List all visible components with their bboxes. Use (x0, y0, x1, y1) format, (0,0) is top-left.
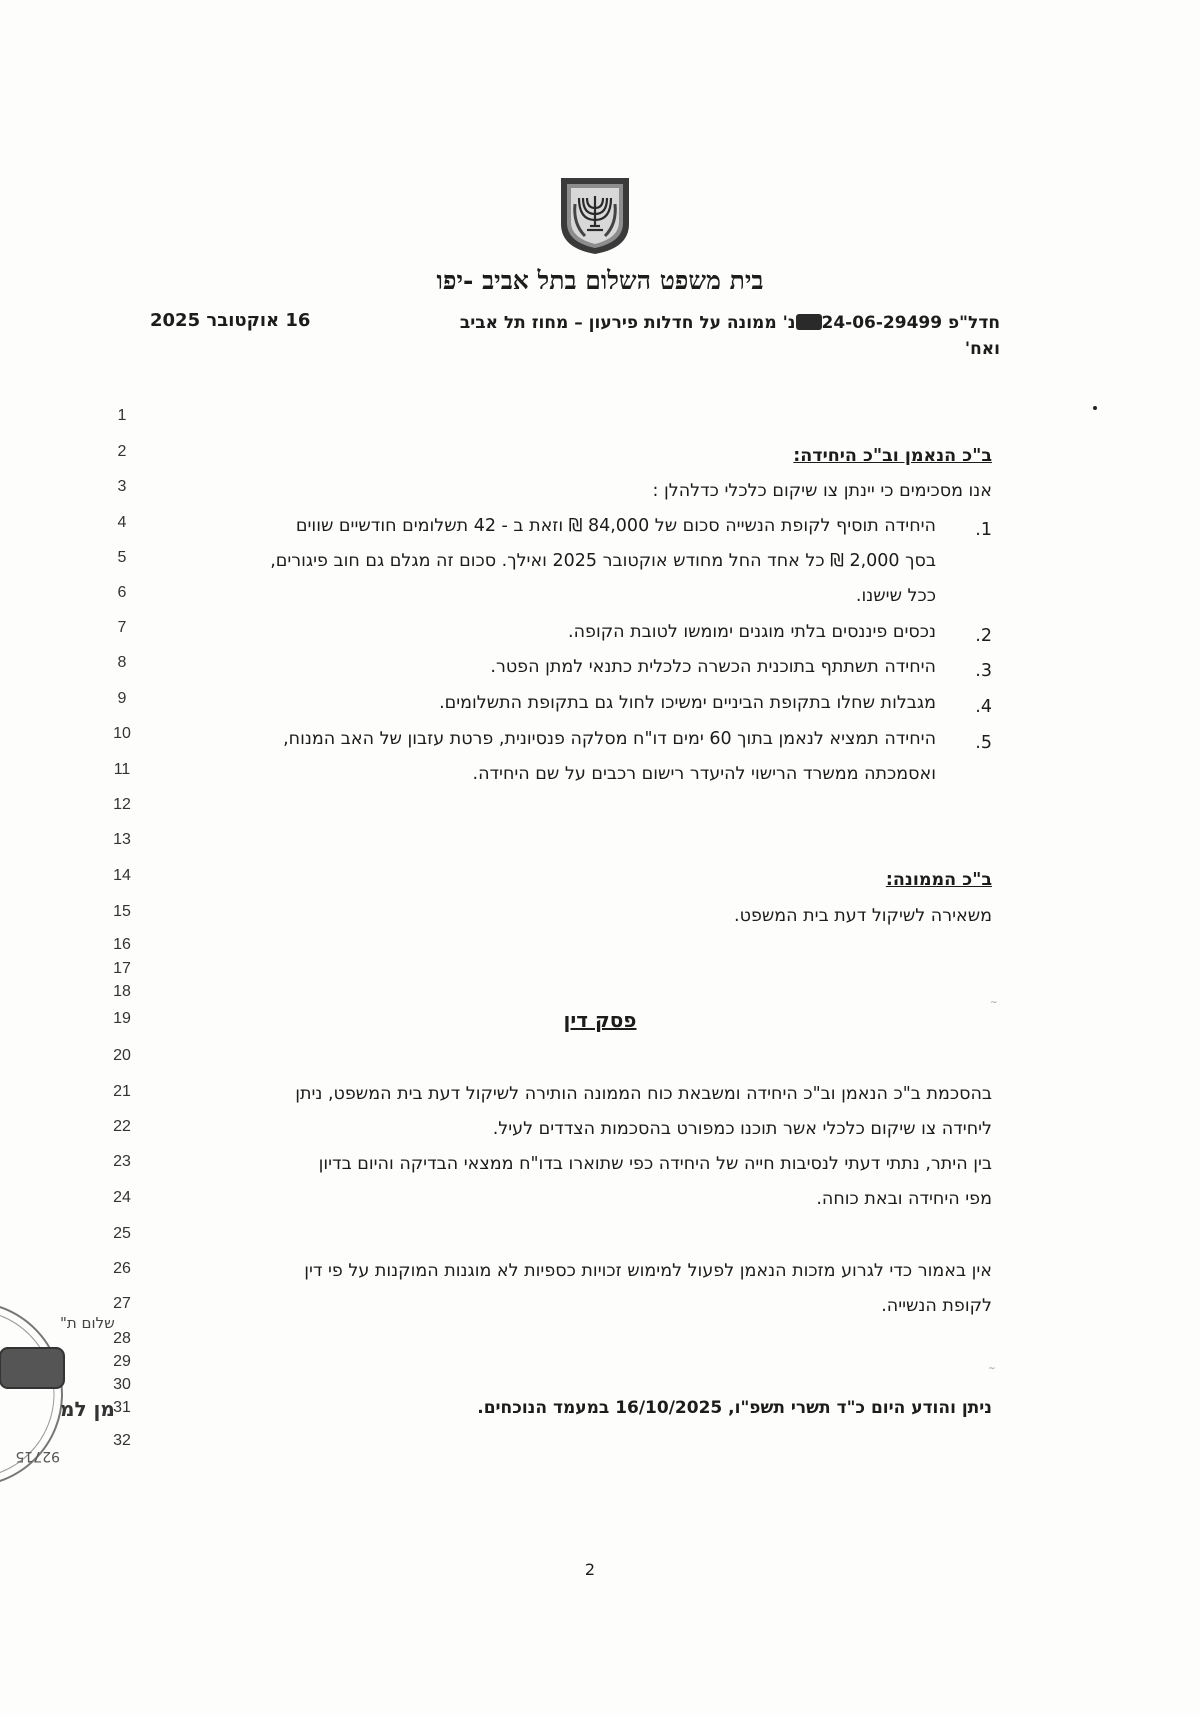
verdict-line: אין באמור כדי לגרוע מזכות הנאמן לפעול למימוש זכויות כספיות לא מוגנות המוקנות על פי דין (304, 1261, 992, 1281)
stamp-number: 92715 (15, 1448, 60, 1464)
line-number: 23 (113, 1153, 131, 1170)
redaction-mark (796, 314, 822, 330)
line-number: 16 (113, 936, 131, 953)
line-number: 2 (117, 443, 127, 460)
list-item-line: בסך 2,000 ₪ כל אחד החל מחודש אוקטובר 2025 ואילך. סכום זה מגלם גם חוב פיגורים, (270, 551, 936, 571)
line-number: 4 (117, 514, 127, 531)
line-number: 17 (113, 960, 131, 977)
list-item-number: .1 (975, 520, 992, 540)
line-number: 5 (117, 549, 127, 566)
verdict-line: בין היתר, נתתי דעתי לנסיבות חייה של היחידה כפי שתוארו בדו"ח ממצאי הבדיקה והיום בדיון (318, 1154, 992, 1174)
court-title: בית משפט השלום בתל אביב -יפו (436, 266, 764, 295)
line-number: 7 (117, 619, 127, 636)
stamp-text: מן למ (60, 1397, 115, 1421)
line-number: 14 (113, 867, 131, 884)
page-number: 2 (584, 1560, 596, 1579)
list-item-number: .3 (975, 661, 992, 681)
verdict-line: ליחידה צו שיקום כלכלי אשר תוכנו כמפורט בהסכמות הצדדים לעיל. (492, 1119, 992, 1139)
case-number: חדל"פ 24-06-29499 (821, 313, 1000, 333)
state-emblem-icon (557, 174, 633, 256)
official-statement: משאירה לשיקול דעת בית המשפט. (734, 906, 992, 926)
court-stamp (0, 1294, 115, 1494)
line-number: 10 (113, 725, 131, 742)
line-number: 11 (113, 761, 131, 778)
verdict-line: לקופת הנשייה. (881, 1296, 992, 1316)
case-header (420, 310, 1000, 362)
section-intro: אנו מסכימים כי יינתן צו שיקום כלכלי כדלהלן : (652, 481, 992, 501)
list-item-line: היחידה תשתתף בתוכנית הכשרה כלכלית כתנאי למתן הפטר. (490, 657, 936, 677)
scan-mark: ~ (988, 1364, 996, 1374)
line-number: 28 (113, 1330, 131, 1347)
line-number: 25 (113, 1225, 131, 1242)
case-parties: נ' ממונה על חדלות פירעון – מחוז תל אביב ואח' (459, 313, 1000, 359)
verdict-line: מפי היחידה ובאת כוחה. (816, 1189, 992, 1209)
list-item-line: ואסמכתה ממשרד הרישוי להיעדר רישום רכבים על שם היחידה. (472, 764, 936, 784)
line-number: 3 (117, 478, 127, 495)
line-number: 18 (113, 983, 131, 1000)
line-number: 27 (113, 1295, 131, 1312)
line-number: 30 (113, 1376, 131, 1393)
hearing-date: 16 אוקטובר 2025 (150, 310, 311, 331)
closing-statement: ניתן והודע היום כ"ד תשרי תשפ"ו, 16/10/2025 במעמד הנוכחים. (477, 1398, 992, 1418)
line-number: 9 (117, 690, 127, 707)
scan-mark: ~ (990, 998, 998, 1008)
list-item-line: היחידה תמציא לנאמן בתוך 60 ימים דו"ח מסלקה פנסיונית, פרטת עזבון של האב המנוח, (283, 729, 936, 749)
line-number: 29 (113, 1353, 131, 1370)
scan-dot (1093, 406, 1097, 410)
line-number: 1 (117, 407, 127, 424)
list-item-line: נכסים פיננסים בלתי מוגנים ימומשו לטובת הקופה. (568, 622, 936, 642)
line-number: 26 (113, 1260, 131, 1277)
list-item-number: .4 (975, 697, 992, 717)
list-item-number: .2 (975, 626, 992, 646)
list-item-line: היחידה תוסיף לקופת הנשייה סכום של 84,000 ₪ וזאת ב - 42 תשלומים חודשיים שווים (295, 516, 936, 536)
list-item-line: ככל שישנו. (855, 586, 936, 606)
line-number: 13 (113, 831, 131, 848)
line-number: 20 (113, 1047, 131, 1064)
line-number: 19 (113, 1010, 131, 1027)
section-heading-trustee: ב"כ הנאמן וב"כ היחידה: (793, 446, 992, 466)
line-number: 32 (113, 1432, 131, 1449)
stamp-text: שלום ת" (60, 1314, 115, 1332)
line-number: 21 (113, 1083, 131, 1100)
line-number: 8 (117, 654, 127, 671)
list-item-number: .5 (975, 733, 992, 753)
line-number: 22 (113, 1118, 131, 1135)
verdict-heading: פסק דין (563, 1008, 637, 1032)
line-number: 15 (113, 903, 131, 920)
line-number: 6 (117, 584, 127, 601)
list-item-line: מגבלות שחלו בתקופת הביניים ימשיכו לחול גם בתקופת התשלומים. (439, 693, 936, 713)
verdict-line: בהסכמת ב"כ הנאמן וב"כ היחידה ומשבאת כוח הממונה הותירה לשיקול דעת בית המשפט, ניתן (295, 1084, 992, 1104)
section-heading-official: ב"כ הממונה: (885, 870, 992, 890)
line-number: 24 (113, 1189, 131, 1206)
line-number: 31 (113, 1399, 131, 1416)
line-number: 12 (113, 796, 131, 813)
